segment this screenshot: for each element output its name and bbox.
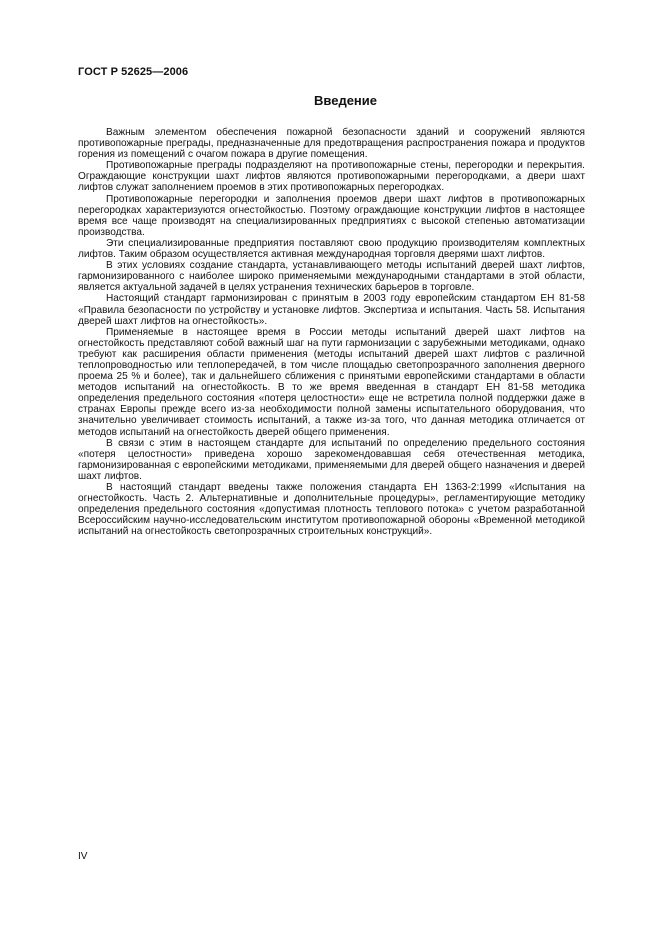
paragraph: Важным элементом обеспечения пожарной безопасности зданий и сооружений являются противопожарные преграды, предназначенные для предотвращения распространения пожара и продуктов горения из помещений с очагом пожара в другие помещения. <box>78 127 585 161</box>
paragraph: Эти специализированные предприятия поставляют свою продукцию производителям комплектных лифтов. Таким образом осуществляется активная международная торговля дверями шахт лифтов. <box>78 237 585 261</box>
paragraph: Настоящий стандарт гармонизирован с принятым в 2003 году европейским стандартом ЕН 81-58 «Правила безопасности по устройству и установке лифтов. Экспертиза и испытания. Часть 58. Испытания дверей шахт лифтов на огнестойкость». <box>78 293 585 327</box>
page-number: IV <box>78 851 88 862</box>
paragraph: Применяемые в настоящее время в России методы испытаний дверей шахт лифтов на огнестойкость представляют собой важный шаг на пути гармонизации с зарубежными методиками, однако требуют как расширения области применения (методы испытаний дверей шахт лифтов с различной теплопроводностью или теплопередачей, в том числе площадью светопрозрачного заполнения дверного проема 25 % и более), так и дальнейшего сближения с принятыми европейскими стандартами в области методов испытаний на огнестойкость. В то же время введенная в стандарт ЕН 81-58 методика определения предельного состояния «потеря целостности» еще не встретила полной поддержки даже в странах Европы прежде всего из-за необходимости полной замены испытательного оборудования, что значительно увеличивает стоимость испытаний, а также из-за того, что данная методика отличается от методов испытаний на огнестойкость дверей общего применения. <box>78 326 585 438</box>
paragraph: Противопожарные преграды подразделяют на противопожарные стены, перегородки и перекрытия. Ограждающие конструкции шахт лифтов являются противопожарными перегородками, а двери шахт лифтов служат заполнением проемов в этих противопожарных перегородках. <box>78 160 585 194</box>
paragraph: В связи с этим в настоящем стандарте для испытаний по определению предельного состояния «потеря целостности» приведена хорошо зарекомендовавшая себя отечественная методика, гармонизированная с европейскими методиками, применяемыми для дверей общего назначения и дверей шахт лифтов. <box>78 437 585 482</box>
document-body <box>78 127 585 537</box>
document-code: ГОСТ Р 52625—2006 <box>78 66 189 78</box>
paragraph: Противопожарные перегородки и заполнения проемов двери шахт лифтов в противопожарных перегородках характеризуются огнестойкостью. Поэтому ограждающие конструкции лифтов в настоящее время все чаще производят на специализированных предприятиях с высокой степенью автоматизации производства. <box>78 193 585 238</box>
paragraph: В этих условиях создание стандарта, устанавливающего методы испытаний дверей шахт лифтов, гармонизированного с наиболее широко применяемыми международными стандартами в этой области, является актуальной задачей в целях устранения технических барьеров в торговле. <box>78 260 585 294</box>
paragraph: В настоящий стандарт введены также положения стандарта ЕН 1363-2:1999 «Испытания на огнестойкость. Часть 2. Альтернативные и дополнительные процедуры», регламентирующие методику определения предельного состояния «допустимая плотность теплового потока» с учетом разработанной Всероссийским научно-исследовательским институтом противопожарной обороны «Временной методикой испытаний на огнестойкость светопрозрачных строительных конструкций». <box>78 482 585 538</box>
section-title: Введение <box>314 93 377 108</box>
